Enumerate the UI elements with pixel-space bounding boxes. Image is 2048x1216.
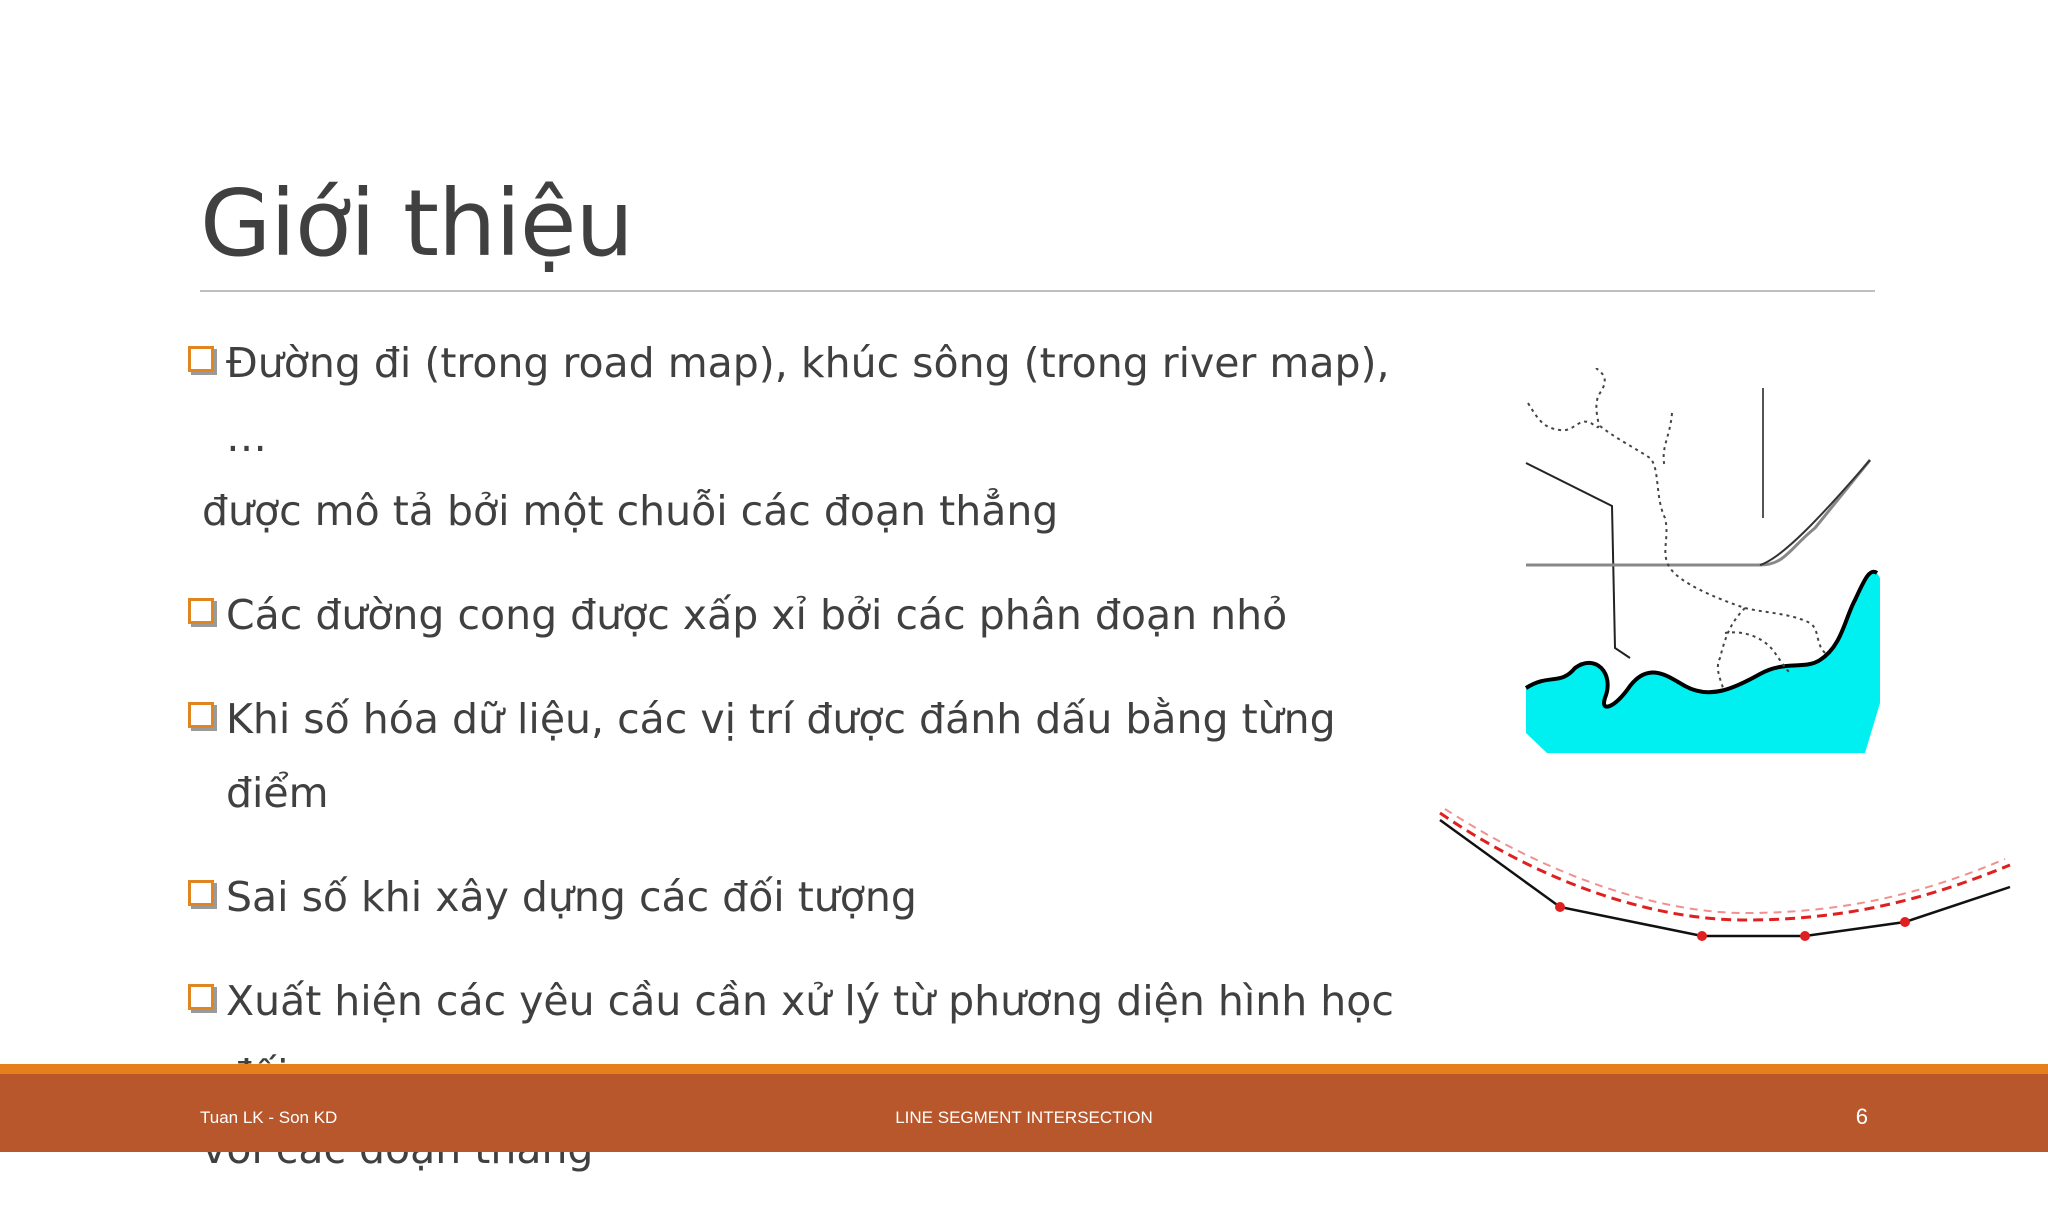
road-line (1526, 463, 1630, 658)
bullet-text-line1: Xuất hiện các yêu cầu cần xử lý từ phương diện hình học (226, 977, 1394, 1025)
approx-point (1697, 931, 1707, 941)
footer-topic: LINE SEGMENT INTERSECTION (895, 1108, 1153, 1127)
stream-dotted-line (1528, 368, 1605, 430)
bullet-item (188, 860, 1398, 934)
bullet-item (188, 326, 1398, 548)
road-river-map-figure (1520, 368, 1940, 758)
checkbox-bullet-icon (188, 598, 214, 624)
checkbox-bullet-icon (188, 346, 214, 372)
checkbox-bullet-icon (188, 702, 214, 728)
slide-footer (0, 1074, 2048, 1152)
slide-title: Giới thiệu (200, 170, 633, 277)
bullet-text-line1: Khi số hóa dữ liệu, các vị trí được đánh dấu bằng từng điểm (226, 695, 1336, 817)
stream-dotted-line (1664, 413, 1672, 468)
curve-approximation-figure (1425, 805, 2015, 955)
bullet-item (188, 578, 1398, 652)
footer-authors: Tuan LK - Son KD (200, 1108, 338, 1127)
road-line (1526, 460, 1870, 565)
curve-dashed-line (1440, 813, 2010, 920)
bullet-text-line1: Đường đi (trong road map), khúc sông (trong river map), … (226, 339, 1390, 461)
stream-dotted-line (1600, 426, 1825, 653)
road-line (1760, 460, 1870, 565)
approx-point (1900, 917, 1910, 927)
river-water-shape (1526, 572, 1880, 753)
bullet-text-line1: Sai số khi xây dựng các đối tượng (226, 873, 917, 921)
title-divider (200, 290, 1875, 292)
checkbox-bullet-icon (188, 880, 214, 906)
bullet-text-line1: Các đường cong được xấp xỉ bởi các phân đoạn nhỏ (226, 591, 1288, 639)
bullet-item (188, 682, 1398, 830)
checkbox-bullet-icon (188, 984, 214, 1010)
page-number: 6 (1855, 1104, 1868, 1129)
approx-point (1800, 931, 1810, 941)
footer-accent-stripe (0, 1064, 2048, 1074)
bullet-text-line2: được mô tả bởi một chuỗi các đoạn thẳng (202, 487, 1059, 535)
stream-dotted-line (1718, 608, 1745, 688)
approx-point (1555, 902, 1565, 912)
